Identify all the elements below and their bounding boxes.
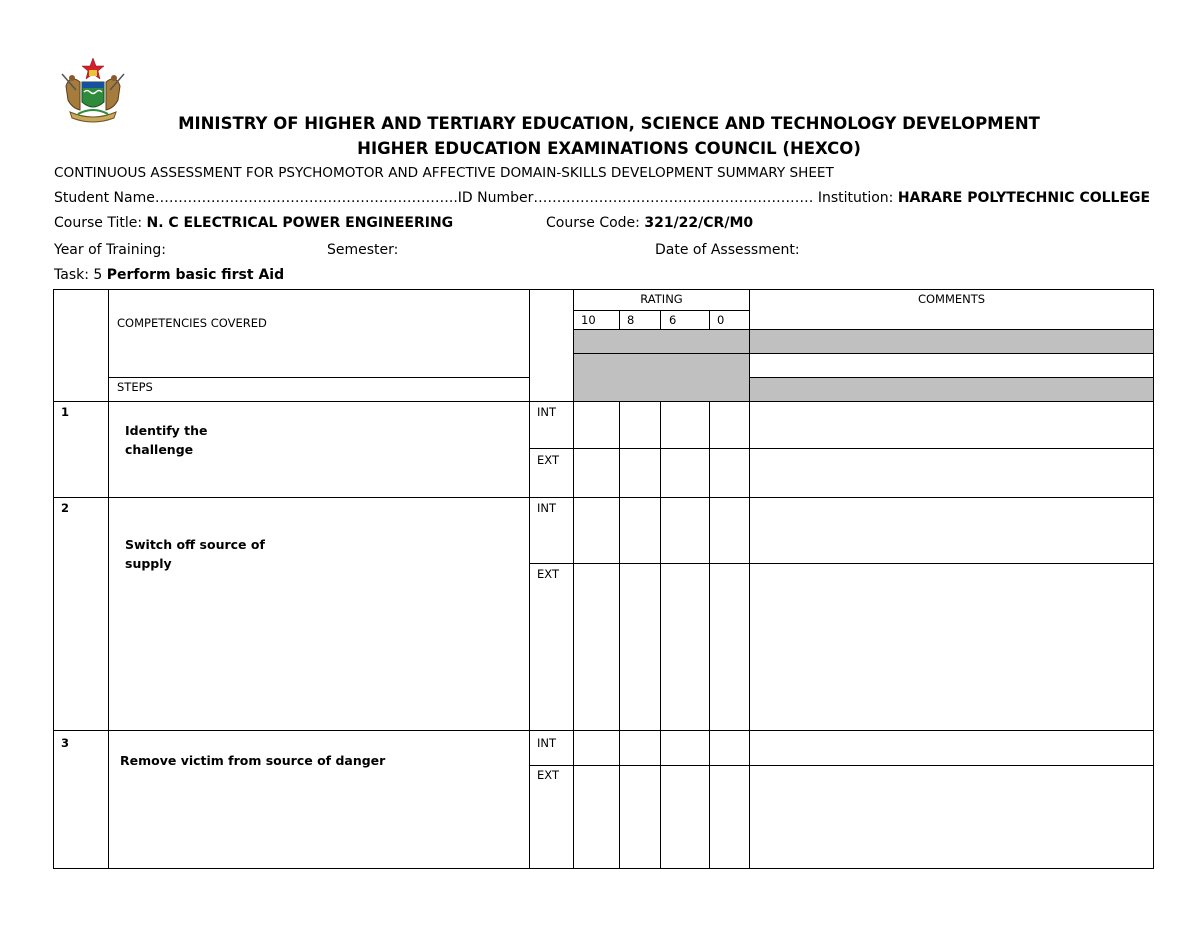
semester-label: Semester: <box>327 242 399 258</box>
ministry-title: MINISTRY OF HIGHER AND TERTIARY EDUCATION, SCIENCE AND TECHNOLOGY DEVELOPMENT <box>178 114 1040 133</box>
ext-label-2: EXT <box>537 567 559 581</box>
competencies-header: COMPETENCIES COVERED <box>117 316 267 330</box>
step-number-1: 1 <box>61 405 70 419</box>
step-number-3: 3 <box>61 736 70 750</box>
rating-shade-1 <box>574 330 749 353</box>
ext-label-3: EXT <box>537 768 559 782</box>
rating-header: RATING <box>640 292 683 306</box>
comments-header: COMMENTS <box>917 292 986 306</box>
steps-header: STEPS <box>117 380 153 394</box>
rating-value-10: 10 <box>581 313 596 327</box>
council-title: HIGHER EDUCATION EXAMINATIONS COUNCIL (HEXCO) <box>357 139 861 158</box>
comments-shade-2 <box>750 378 1153 402</box>
task-label: Task: 5 <box>54 267 107 283</box>
year-of-training-label: Year of Training: <box>54 242 166 258</box>
course-title-line <box>54 215 453 231</box>
course-code-line <box>546 215 753 231</box>
task-value: Perform basic first Aid <box>106 267 285 283</box>
rating-value-6: 6 <box>669 313 677 327</box>
student-name-label: Student Name………………………………………………………..ID Number…………………………………………………… Institution: <box>54 190 898 206</box>
ext-label-1: EXT <box>537 453 559 467</box>
step-text-1: Identify the challenge <box>125 423 208 457</box>
rating-value-8: 8 <box>627 313 635 327</box>
comments-shade-1 <box>750 330 1153 353</box>
course-title-value: N. C ELECTRICAL POWER ENGINEERING <box>146 215 454 231</box>
institution-value: HARARE POLYTECHNIC COLLEGE <box>897 190 1151 206</box>
rating-value-0: 0 <box>717 313 725 327</box>
step-number-2: 2 <box>61 501 70 515</box>
sheet-title: CONTINUOUS ASSESSMENT FOR PSYCHOMOTOR AND AFFECTIVE DOMAIN-SKILLS DEVELOPMENT SUMMARY SHEET <box>54 165 834 181</box>
int-label-3: INT <box>537 736 557 750</box>
rating-shade-2 <box>574 354 749 402</box>
step-text-2: Switch off source of supply <box>125 537 265 571</box>
task-line <box>54 267 284 283</box>
student-info-line <box>54 190 1150 206</box>
step-text-3: Remove victim from source of danger <box>120 753 386 768</box>
date-of-assessment-label: Date of Assessment: <box>655 242 800 258</box>
int-label-1: INT <box>537 405 557 419</box>
course-title-label: Course Title: <box>54 215 147 231</box>
int-label-2: INT <box>537 501 557 515</box>
course-code-value: 321/22/CR/M0 <box>644 215 754 231</box>
course-code-label: Course Code: <box>546 215 645 231</box>
